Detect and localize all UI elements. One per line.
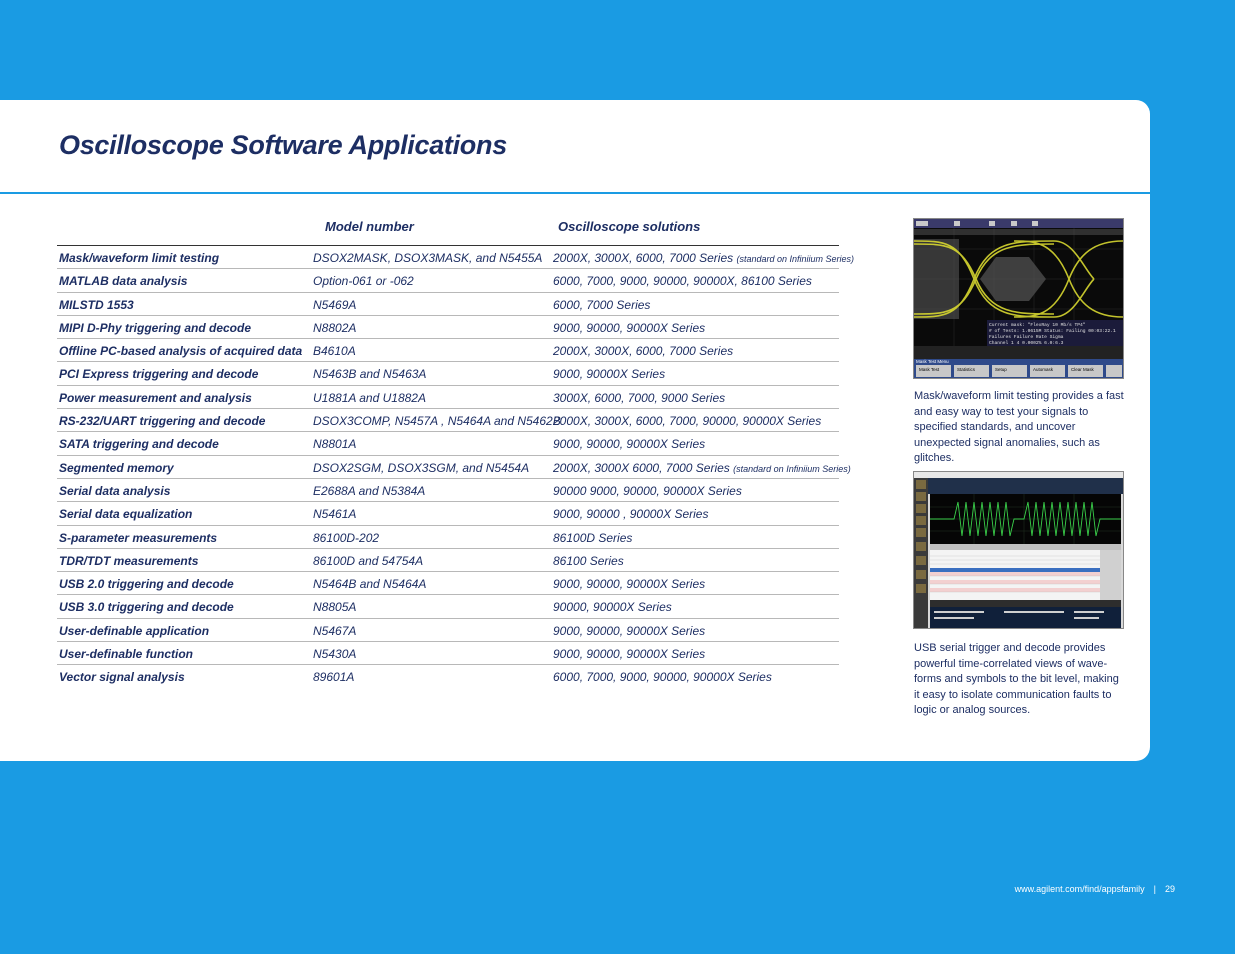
solutions-text: 2000X, 3000X, 6000, 7000 Series xyxy=(553,251,734,265)
table-row xyxy=(57,293,839,316)
application-name: TDR/TDT measurements xyxy=(59,553,199,568)
application-name: Segmented memory xyxy=(59,460,174,475)
application-name: MILSTD 1553 xyxy=(59,297,134,312)
oscilloscope-solutions xyxy=(553,670,772,684)
solutions-text: 9000, 90000, 90000X Series xyxy=(553,577,706,592)
table-row xyxy=(57,502,839,525)
solutions-text: 9000, 90000, 90000X Series xyxy=(553,647,706,662)
oscilloscope-solutions xyxy=(553,414,821,428)
mask-info-line-4: Channel 1 4 0.0002% 6.0:6.3 xyxy=(989,341,1064,346)
application-name: Vector signal analysis xyxy=(59,670,185,685)
solutions-text: 90000 9000, 90000, 90000X Series xyxy=(553,483,742,498)
solutions-text: 86100 Series xyxy=(553,553,624,568)
oscilloscope-solutions xyxy=(553,367,665,381)
application-name: SATA triggering and decode xyxy=(59,437,219,452)
table-row xyxy=(57,479,839,502)
oscilloscope-solutions-header: Oscilloscope solutions xyxy=(558,219,701,234)
solutions-note: (standard on Infiniium Series) xyxy=(733,463,851,474)
model-number-header: Model number xyxy=(325,219,414,234)
table-row xyxy=(57,432,839,455)
table-row xyxy=(57,409,839,432)
mask-test-screenshot xyxy=(913,218,1124,379)
solutions-text: 6000, 7000, 9000, 90000, 90000X, 86100 Series xyxy=(553,274,812,289)
model-number: N5430A xyxy=(313,647,357,662)
model-number: DSOX2MASK, DSOX3MASK, and N5455A xyxy=(313,251,543,265)
oscilloscope-solutions xyxy=(553,298,650,312)
application-name: PCI Express triggering and decode xyxy=(59,367,259,382)
application-name: Power measurement and analysis xyxy=(59,390,252,405)
footer-url[interactable]: www.agilent.com/find/appsfamily xyxy=(1014,884,1145,894)
mask-test-menu-title: Mask Test Menu xyxy=(916,359,949,364)
oscilloscope-solutions xyxy=(553,274,812,288)
model-number: E2688A and N5384A xyxy=(313,483,426,498)
model-number: U1881A and U1882A xyxy=(313,390,426,405)
application-name: MATLAB data analysis xyxy=(59,274,188,289)
table-row xyxy=(57,619,839,642)
solutions-text: 9000, 90000, 90000X Series xyxy=(553,437,706,452)
solutions-text: 6000, 7000 Series xyxy=(553,297,651,312)
oscilloscope-solutions xyxy=(553,600,672,614)
oscilloscope-solutions xyxy=(553,624,705,638)
solutions-text: 9000, 90000 , 90000X Series xyxy=(553,507,709,522)
application-name: User-definable application xyxy=(59,623,210,638)
table-row xyxy=(57,246,855,269)
mask-caption: Mask/waveform limit testing provides a fast and easy way to test your signals to specified standards, and uncover unexpected signal anomalies, such as glitches. xyxy=(914,390,1124,464)
footer-separator: | xyxy=(1153,884,1156,894)
table-row xyxy=(57,456,851,479)
solutions-text: 6000, 7000, 9000, 90000, 90000X Series xyxy=(553,670,772,685)
application-name: Mask/waveform limit testing xyxy=(59,251,220,265)
page-number: 29 xyxy=(1164,884,1175,894)
model-number: N5469A xyxy=(313,297,357,312)
solutions-text: 2000X, 3000X, 6000, 7000, 90000, 90000X Series xyxy=(553,414,822,429)
model-number: N5461A xyxy=(313,507,357,522)
setup-button: Setup xyxy=(995,367,1007,372)
model-number: N8801A xyxy=(313,437,357,452)
oscilloscope-solutions xyxy=(553,321,705,335)
model-number: B4610A xyxy=(313,344,356,359)
model-number: N5467A xyxy=(313,623,357,638)
table-row xyxy=(57,595,839,618)
table-row xyxy=(57,526,839,549)
model-number: N5463B and N5463A xyxy=(313,367,427,382)
solutions-text: 2000X, 3000X, 6000, 7000 Series xyxy=(553,344,734,359)
model-number: 86100D and 54754A xyxy=(313,553,424,568)
oscilloscope-solutions xyxy=(553,647,705,661)
mask-info-line-2: # of Tests: 1.0615M Status: Failing 00:03:22.1 xyxy=(989,329,1116,334)
solutions-text: 9000, 90000, 90000X Series xyxy=(553,623,706,638)
table-row xyxy=(57,316,839,339)
oscilloscope-solutions xyxy=(553,507,708,521)
table-row xyxy=(57,549,839,572)
mask-info-line-3: Failures Failure Rate Sigma xyxy=(989,335,1064,340)
usb-decode-image xyxy=(914,472,1123,628)
usb-decode-screenshot xyxy=(913,471,1124,629)
application-name: RS-232/UART triggering and decode xyxy=(59,414,266,429)
oscilloscope-solutions xyxy=(553,437,705,451)
model-number: N5464B and N5464A xyxy=(313,577,427,592)
model-number: DSOX2SGM, DSOX3SGM, and N5454A xyxy=(313,460,530,475)
solutions-note: (standard on Infiniium Series) xyxy=(736,254,855,264)
model-number: Option-061 or -062 xyxy=(313,274,414,289)
oscilloscope-solutions xyxy=(553,554,624,568)
table-row xyxy=(57,362,839,385)
solutions-text: 2000X, 3000X 6000, 7000 Series xyxy=(553,460,730,475)
oscilloscope-solutions xyxy=(553,391,725,405)
clear-mask-button: Clear Mask xyxy=(1071,367,1094,372)
model-number: 89601A xyxy=(313,670,355,685)
application-name: USB 2.0 triggering and decode xyxy=(59,577,234,592)
model-number: N8805A xyxy=(313,600,357,615)
oscilloscope-solutions xyxy=(553,461,851,475)
application-name: S-parameter measurements xyxy=(59,530,218,545)
solutions-text: 3000X, 6000, 7000, 9000 Series xyxy=(553,390,726,405)
mask-test-button: Mask Test xyxy=(919,367,940,372)
statistics-button: Statistics xyxy=(957,367,976,372)
model-number: DSOX3COMP, N5457A , N5464A and N5462B xyxy=(313,414,561,429)
solutions-text: 9000, 90000, 90000X Series xyxy=(553,320,706,335)
title-rule xyxy=(0,192,1150,194)
model-number: 86100D-202 xyxy=(313,530,380,545)
solutions-text: 9000, 90000X Series xyxy=(553,367,666,382)
automask-button: Automask xyxy=(1033,367,1054,372)
oscilloscope-solutions xyxy=(553,251,854,265)
table-row xyxy=(57,386,839,409)
solutions-text: 90000, 90000X Series xyxy=(553,600,672,615)
applications-table xyxy=(57,245,855,688)
usb-caption: USB serial trigger and decode provides powerful time-correlated views of wave-forms and symbols to the bit level, making it easy to isolate communication faults to logic or analog sources. xyxy=(914,642,1119,716)
page-title: Oscilloscope Software Applications xyxy=(59,130,507,160)
oscilloscope-solutions xyxy=(553,484,742,498)
application-name: Offline PC-based analysis of acquired data xyxy=(59,344,303,359)
oscilloscope-solutions xyxy=(553,531,632,545)
page-footer xyxy=(1015,884,1175,894)
application-name: Serial data equalization xyxy=(59,507,193,522)
application-name: Serial data analysis xyxy=(59,483,171,498)
oscilloscope-solutions xyxy=(553,577,705,591)
model-number: N8802A xyxy=(313,320,357,335)
application-name: USB 3.0 triggering and decode xyxy=(59,600,234,615)
mask-info-line-1: Current mask: "FlexRay 10 Mb/s TP4" xyxy=(989,323,1086,328)
table-row xyxy=(57,572,839,595)
application-name: MIPI D-Phy triggering and decode xyxy=(59,320,252,335)
application-name: User-definable function xyxy=(59,647,194,662)
table-row xyxy=(57,642,839,665)
table-row xyxy=(57,665,839,687)
table-row xyxy=(57,269,839,292)
eye-diagram-image xyxy=(914,219,1123,378)
table-row xyxy=(57,339,839,362)
oscilloscope-solutions xyxy=(553,344,733,358)
solutions-text: 86100D Series xyxy=(553,530,633,545)
